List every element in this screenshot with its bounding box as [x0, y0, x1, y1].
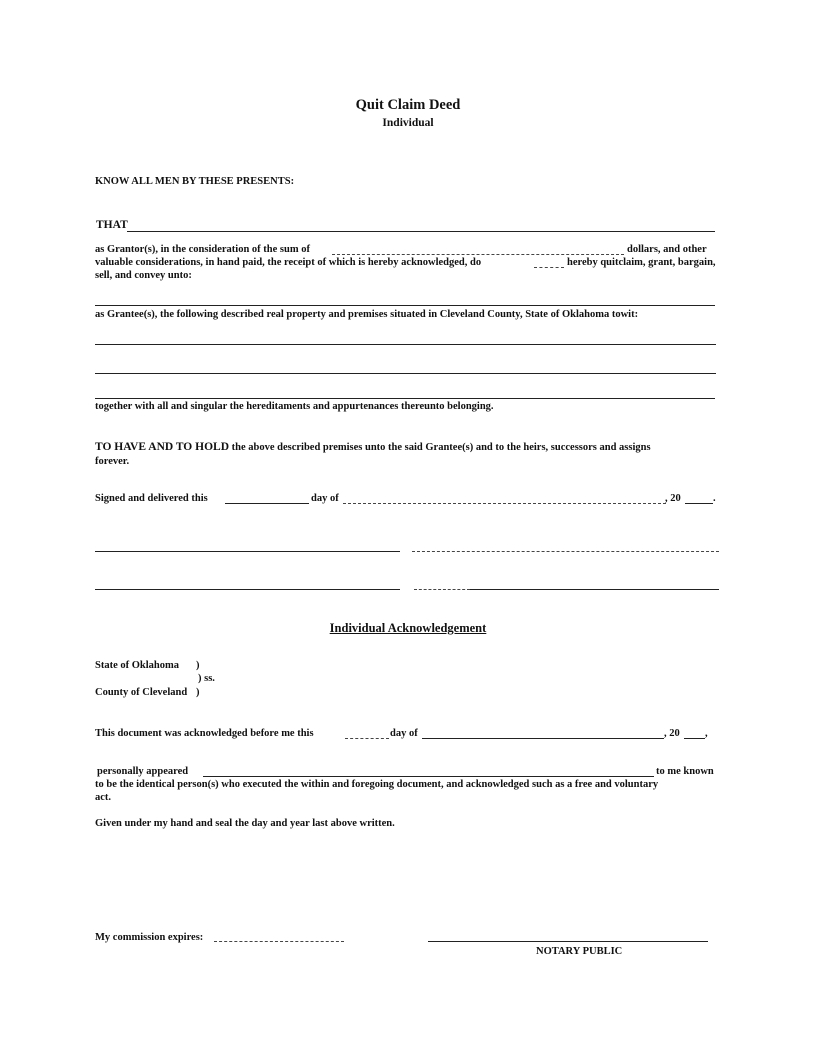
- grantor-line-2-start: valuable considerations, in hand paid, the receipt of which is hereby acknowledged, do: [95, 257, 482, 268]
- appeared-line-3: act.: [95, 792, 112, 803]
- ack-day-of: day of: [390, 728, 418, 739]
- ack-day-field[interactable]: [345, 738, 389, 739]
- habendum-bold: TO HAVE AND TO HOLD: [95, 441, 229, 453]
- ack-month-field[interactable]: [422, 738, 664, 739]
- grantor-name-line[interactable]: [127, 231, 715, 232]
- together-text: together with all and singular the hereditaments and appurtenances thereunto belonging.: [95, 401, 494, 412]
- notary-public-label: NOTARY PUBLIC: [536, 946, 623, 957]
- notary-signature-line[interactable]: [428, 941, 708, 942]
- consideration-sum-field[interactable]: [332, 254, 624, 255]
- signed-year-field[interactable]: [685, 503, 713, 504]
- grantor-signature-line-3[interactable]: [95, 589, 400, 590]
- grantor-line-2-end: hereby quitclaim, grant, bargain,: [567, 257, 716, 268]
- property-description-line-2[interactable]: [95, 373, 716, 374]
- do-does-field[interactable]: [534, 267, 564, 268]
- ack-comma: ,: [705, 728, 708, 739]
- commission-label: My commission expires:: [95, 932, 204, 943]
- signed-day-field[interactable]: [225, 503, 309, 504]
- commission-expires-field[interactable]: [214, 941, 344, 942]
- that-label: THAT: [96, 219, 128, 231]
- habendum-forever: forever.: [95, 456, 130, 467]
- appeared-line-2: to be the identical person(s) who executed the within and foregoing document, and acknowledged such as a free and voluntary: [95, 779, 659, 790]
- grantee-text: as Grantee(s), the following described real property and premises situated in Cleveland County, State of Oklahoma towit:: [95, 309, 639, 320]
- county-paren: ): [196, 687, 200, 698]
- intro-heading: KNOW ALL MEN BY THESE PRESENTS:: [95, 176, 295, 187]
- habendum-clause: [95, 441, 651, 455]
- grantor-signature-line-4[interactable]: [470, 589, 719, 590]
- state-label: State of Oklahoma: [95, 660, 179, 671]
- grantor-signature-line-1[interactable]: [95, 551, 400, 552]
- given-under-hand-text: Given under my hand and seal the day and year last above written.: [95, 818, 395, 829]
- grantor-signature-line-4-dashed[interactable]: [414, 589, 470, 590]
- habendum-rest: the above described premises unto the said Grantee(s) and to the heirs, successors and assigns: [229, 442, 651, 453]
- property-description-line-1[interactable]: [95, 344, 716, 345]
- appeared-name-field[interactable]: [203, 776, 654, 777]
- document-title: Quit Claim Deed: [355, 97, 461, 113]
- signed-day-of: day of: [311, 493, 339, 504]
- grantor-signature-line-2[interactable]: [412, 551, 719, 552]
- acknowledgement-title: Individual Acknowledgement: [329, 621, 487, 635]
- ss-label: ) ss.: [198, 673, 215, 684]
- property-description-line-3[interactable]: [95, 398, 715, 399]
- county-label: County of Cleveland: [95, 687, 188, 698]
- appeared-text-end: to me known: [656, 766, 714, 777]
- grantor-line-3: sell, and convey unto:: [95, 270, 192, 281]
- appeared-text-start: personally appeared: [97, 766, 189, 777]
- ack-text-start: This document was acknowledged before me this: [95, 728, 314, 739]
- ack-year-prefix: , 20: [664, 728, 680, 739]
- signed-text-start: Signed and delivered this: [95, 493, 208, 504]
- ack-year-field[interactable]: [684, 738, 705, 739]
- signed-period: .: [713, 493, 716, 504]
- grantor-line-1-end: dollars, and other: [627, 244, 707, 255]
- grantee-name-line[interactable]: [95, 305, 715, 306]
- signed-month-field[interactable]: [343, 503, 666, 504]
- document-subtitle: Individual: [382, 117, 434, 129]
- signed-year-prefix: , 20: [665, 493, 681, 504]
- state-paren: ): [196, 660, 200, 671]
- grantor-line-1-start: as Grantor(s), in the consideration of the sum of: [95, 244, 310, 255]
